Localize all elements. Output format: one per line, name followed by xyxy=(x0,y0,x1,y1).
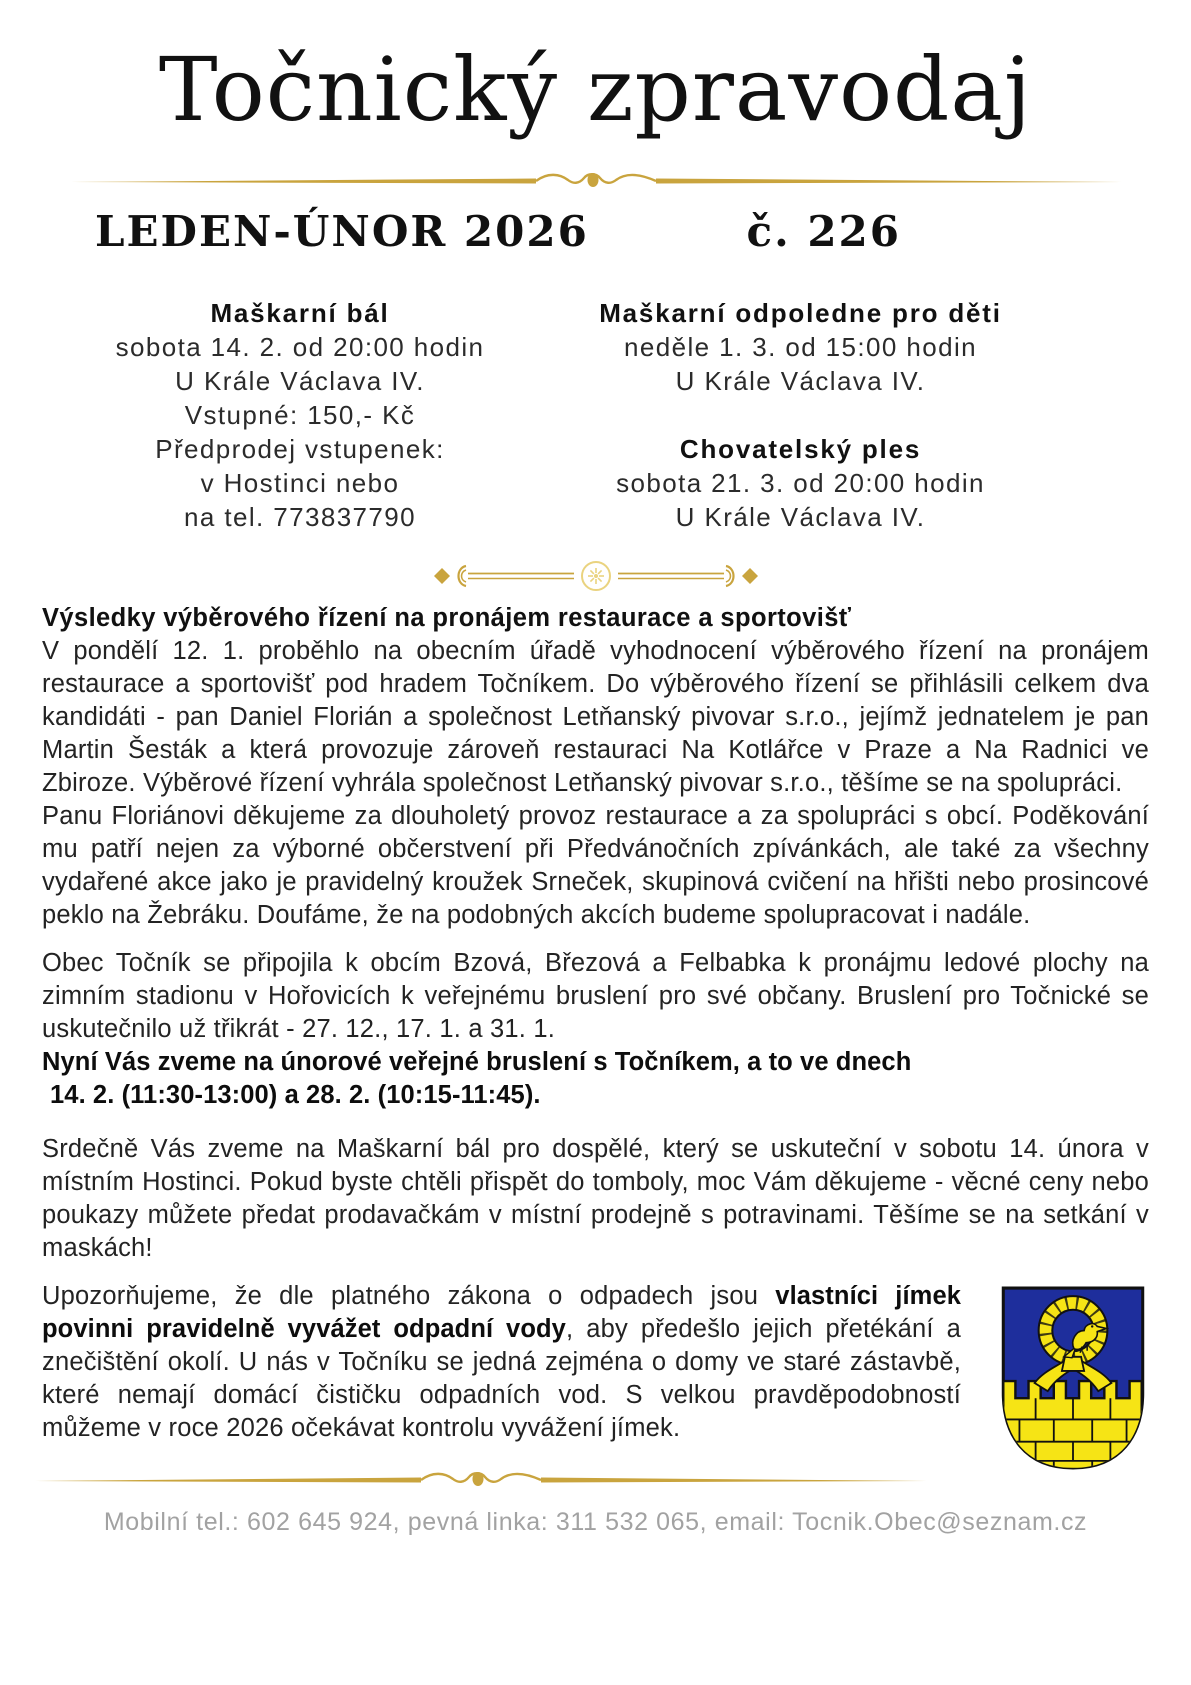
event-line: U Krále Václava IV. xyxy=(675,366,926,396)
events-section xyxy=(0,296,1191,534)
event-title: Maškarní bál xyxy=(210,298,390,328)
brusleni-text: Obec Točník se připojila k obcím Bzová, Březová a Felbabka k pronájmu ledové plochy na zimním stadionu v Hořovicích k veřejnému bruslení pro své občany. Bruslení pro Točnické se uskutečnilo už třikrát - 27. 12., 17. 1. a 31. 1. xyxy=(42,949,1149,1043)
event-line: U Krále Václava IV. xyxy=(675,502,926,532)
event-chovatelsky-ples xyxy=(560,432,1041,534)
brusleni-bold-line2: 14. 2. (11:30-13:00) a 28. 2. (10:15-11:45). xyxy=(50,1081,541,1109)
event-line: sobota 21. 3. od 20:00 hodin xyxy=(616,468,985,498)
event-spacer xyxy=(560,398,1041,432)
paragraph-maskarni-pozvanka: Srdečně Vás zveme na Maškarní bál pro dospělé, který se uskuteční v sobotu 14. února v místním Hostinci. Pokud byste chtěli přispět do tomboly, moc Vám děkujeme - věcné ceny nebo poukazy můžete předat prodavačkám v místní prodejně s potravinami. Těšíme se na setkání v maskách! xyxy=(42,1135,1149,1262)
event-title: Chovatelský ples xyxy=(679,434,922,464)
jimky-text-pre: Upozorňujeme, že dle platného zákona o odpadech jsou xyxy=(42,1282,776,1310)
issue-row xyxy=(0,190,1191,258)
event-line: Předprodej vstupenek: xyxy=(155,434,445,464)
jimky-text-bold: vlastníci jímek povinni pravidelně vyvážet odpadní vody xyxy=(42,1282,962,1343)
brusleni-bold-line1: Nyní Vás zveme na únorové veřejné bruslení s Točníkem, a to ve dnech xyxy=(42,1048,912,1076)
event-line: U Krále Václava IV. xyxy=(175,366,425,396)
gold-ornament-divider-icon xyxy=(426,558,766,594)
footer-contact: Mobilní tel.: 602 645 924, pevná linka: 311 532 065, email: Tocnik.Obec@seznam.cz xyxy=(103,1508,1088,1536)
issue-number: č. 226 xyxy=(746,207,901,256)
article-body xyxy=(42,602,1149,1445)
paragraph-brusleni xyxy=(42,947,1149,1112)
event-title: Maškarní odpoledne pro děti xyxy=(599,298,1002,328)
events-right-column xyxy=(560,296,1191,534)
paragraph-podekovani: Panu Floriánovi děkujeme za dlouholetý provoz restaurace a za spolupráci s obcí. Poděkování mu patří nejen za výborné občerstvení při Předvánočních zpívánkách, ale také za všechny vydařené akce jako je pravidelný kroužek Srneček, skupinová cvičení na hřišti nebo prosincové peklo na Žebráku. Doufáme, že na podobných akcích budeme spolupracovat i nadále. xyxy=(42,802,1149,929)
newsletter-title: Točnický zpravodaj xyxy=(158,38,1033,141)
article-heading: Výsledky výběrového řízení na pronájem restaurace a sportovišť xyxy=(42,604,852,632)
event-line: v Hostinci nebo xyxy=(200,468,400,498)
event-line: sobota 14. 2. od 20:00 hodin xyxy=(115,332,485,362)
paragraph-vyberove-rizeni: V pondělí 12. 1. proběhlo na obecním úřadě vyhodnocení výběrového řízení na pronájem restaurace a sportovišť pod hradem Točníkem. Do výběrového řízení se přihlásili celkem dva kandidáti - pan Daniel Florián a společnost Letňanský pivovar s.r.o., jejímž jednatelem je pan Martin Šesták a která provozuje zároveň restauraci Na Kotlářce v Praze a Na Radnici ve Zbiroze. Výběrové řízení vyhrála společnost Letňanský pivovar s.r.o., těšíme se na spolupráci. xyxy=(42,637,1149,797)
jimky-text-post: , aby předešlo jejich přetékání a znečištění okolí. U nás v Točníku se jedná zejména o domy ve staré zástavbě, které nemají domácí čističku odpadních vod. S velkou pravděpodobností můžeme v roce 2026 očekávat kontrolu vyvážení jímek. xyxy=(42,1315,961,1442)
event-line: Vstupné: 150,- Kč xyxy=(184,400,416,430)
paragraph-jimky xyxy=(42,1280,1149,1445)
event-maskarni-bal xyxy=(0,296,560,534)
event-line: na tel. 773837790 xyxy=(184,502,416,532)
issue-period: LEDEN-ÚNOR 2026 xyxy=(95,207,589,256)
gold-flourish-divider-bottom-icon xyxy=(31,1471,931,1489)
gold-flourish-divider-icon xyxy=(66,172,1126,190)
tocnik-coat-of-arms-icon xyxy=(997,1282,1149,1483)
event-line: neděle 1. 3. od 15:00 hodin xyxy=(624,332,977,362)
event-maskarni-odpoledne xyxy=(560,296,1041,398)
